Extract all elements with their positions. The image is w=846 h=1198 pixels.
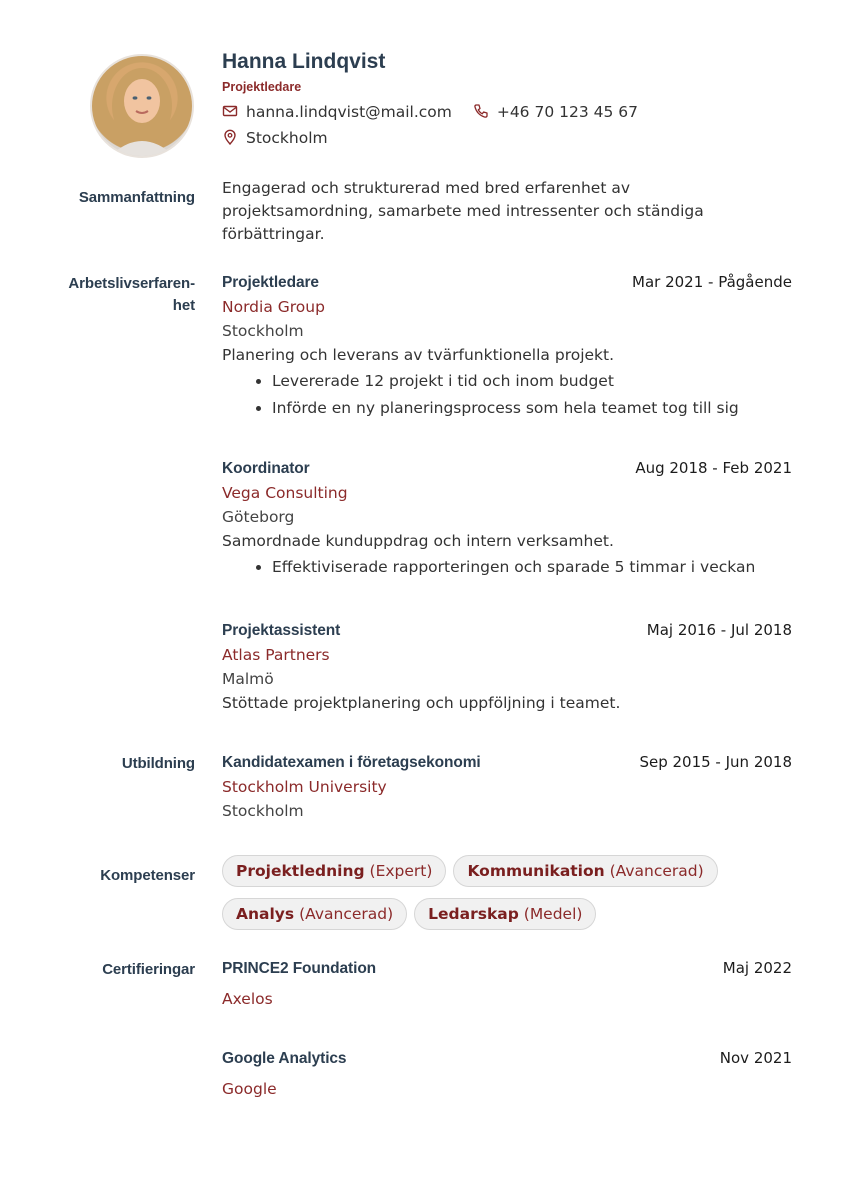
role: Projektledare bbox=[222, 80, 302, 94]
email[interactable] bbox=[222, 103, 457, 121]
job-location: Malmö bbox=[222, 670, 274, 688]
skill-level: (Avancerad) bbox=[609, 862, 704, 880]
section-label-experience bbox=[40, 273, 195, 317]
cert-name: PRINCE2 Foundation bbox=[222, 960, 377, 977]
skill-chip bbox=[222, 855, 446, 887]
skill-level: (Expert) bbox=[369, 862, 433, 880]
location-line bbox=[222, 129, 638, 147]
school-name: Stockholm University bbox=[222, 778, 387, 796]
location-pin-icon bbox=[222, 129, 238, 145]
job-location: Stockholm bbox=[222, 322, 304, 340]
phone[interactable] bbox=[473, 103, 638, 121]
phone-icon bbox=[473, 103, 489, 119]
job-description: Stöttade projektplanering och uppföljning i teamet. bbox=[222, 694, 621, 712]
section-label-education: Utbildning bbox=[121, 755, 195, 772]
skill-name: Projektledning bbox=[236, 862, 365, 880]
job-location: Göteborg bbox=[222, 508, 295, 526]
education-item bbox=[222, 753, 792, 820]
skill-name: Analys bbox=[236, 905, 295, 923]
header bbox=[222, 50, 638, 147]
email-text: hanna.lindqvist@mail.com bbox=[246, 103, 452, 121]
education-dates: Sep 2015 - Jun 2018 bbox=[639, 753, 792, 771]
job-title: Projektledare bbox=[222, 274, 319, 291]
skill-chip bbox=[453, 855, 717, 887]
school-location: Stockholm bbox=[222, 802, 304, 820]
certification-item bbox=[222, 959, 792, 1008]
profile-photo-icon bbox=[92, 56, 192, 156]
cert-issuer: Axelos bbox=[222, 990, 273, 1008]
company-name: Atlas Partners bbox=[222, 646, 330, 664]
skill-chip bbox=[222, 898, 407, 930]
achievement-list bbox=[222, 368, 792, 422]
list-item: • Införde en ny planeringsprocess som hela teamet tog till sig bbox=[272, 395, 792, 422]
experience-item bbox=[222, 621, 792, 712]
job-dates: Mar 2021 - Pågående bbox=[632, 273, 792, 291]
company-name: Vega Consulting bbox=[222, 484, 348, 502]
cert-issuer: Google bbox=[222, 1080, 277, 1098]
job-description: Samordnade kunduppdrag och intern verksamhet. bbox=[222, 532, 614, 550]
company-name: Nordia Group bbox=[222, 298, 325, 316]
avatar bbox=[90, 54, 194, 158]
summary-text: Engagerad och strukturerad med bred erfarenhet av projektsamordning, samarbete med intressenter och ständiga förbättringar. bbox=[222, 179, 704, 243]
section-label-certifications: Certifieringar bbox=[102, 961, 195, 978]
section-label-experience-line2: het bbox=[172, 297, 195, 314]
degree-title: Kandidatexamen i företagsekonomi bbox=[222, 754, 481, 771]
job-dates: Aug 2018 - Feb 2021 bbox=[635, 459, 792, 477]
contact-line bbox=[222, 103, 638, 121]
section-label-summary: Sammanfattning bbox=[78, 189, 195, 206]
experience-item bbox=[222, 459, 792, 581]
experience-item bbox=[222, 273, 792, 422]
cert-date: Nov 2021 bbox=[719, 1049, 792, 1067]
skills-list bbox=[222, 855, 792, 930]
mail-icon bbox=[222, 103, 238, 119]
cert-date: Maj 2022 bbox=[722, 959, 792, 977]
skill-chip bbox=[414, 898, 596, 930]
certification-item bbox=[222, 1049, 792, 1098]
skill-level: (Avancerad) bbox=[299, 905, 394, 923]
achievement-list bbox=[222, 554, 792, 581]
phone-text: +46 70 123 45 67 bbox=[496, 103, 639, 121]
name: Hanna Lindqvist bbox=[222, 50, 386, 73]
location-text: Stockholm bbox=[246, 129, 328, 147]
list-item: • Effektiviserade rapporteringen och sparade 5 timmar i veckan bbox=[272, 554, 792, 581]
skill-name: Kommunikation bbox=[467, 862, 605, 880]
section-label-skills: Kompetenser bbox=[100, 867, 195, 884]
job-description: Planering och leverans av tvärfunktionella projekt. bbox=[222, 346, 615, 364]
list-item: • Levererade 12 projekt i tid och inom budget bbox=[272, 368, 792, 395]
job-title: Projektassistent bbox=[222, 622, 341, 639]
job-dates: Maj 2016 - Jul 2018 bbox=[646, 621, 792, 639]
job-title: Koordinator bbox=[222, 460, 310, 477]
skill-level: (Medel) bbox=[523, 905, 583, 923]
cert-name: Google Analytics bbox=[222, 1050, 347, 1067]
section-label-experience-line1: Arbetslivserfaren- bbox=[68, 275, 195, 292]
skill-name: Ledarskap bbox=[428, 905, 519, 923]
